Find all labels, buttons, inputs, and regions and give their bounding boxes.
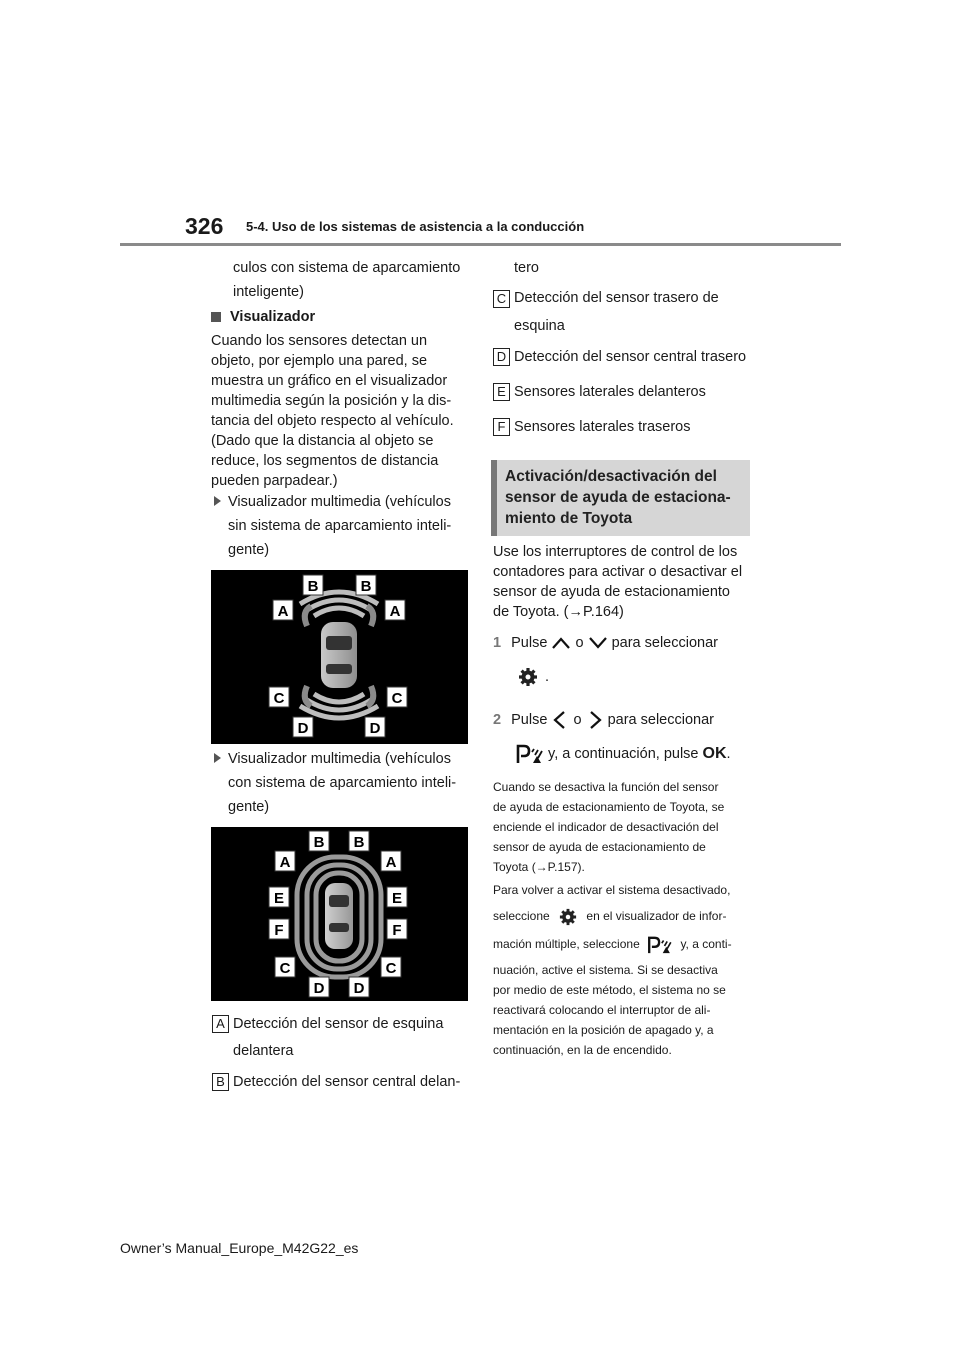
- chevron-down-icon: [588, 636, 608, 650]
- legend-c-line-1: Detección del sensor trasero de: [514, 290, 719, 306]
- section-heading-line: miento de Toyota: [505, 510, 633, 527]
- step-2-or: o: [573, 712, 582, 728]
- legend-c-line-2: esquina: [514, 318, 565, 334]
- intro-line: de Toyota. (→P.164): [493, 604, 624, 620]
- display-heading: Visualizador: [230, 307, 485, 327]
- chevron-right-icon: [586, 710, 604, 730]
- continued-text-line-1: culos con sistema de aparcamiento: [233, 260, 461, 276]
- note-text: en el visualizador de infor-: [586, 909, 727, 923]
- step-2: [493, 710, 753, 730]
- step-2-cont: [516, 744, 756, 764]
- display-paragraph-line: pueden parpadear.): [211, 473, 338, 489]
- legend-f-box: F: [493, 418, 510, 436]
- corner-arc: [305, 606, 311, 626]
- sensor-arc: [314, 608, 364, 616]
- label-d: D: [353, 980, 365, 997]
- step-2-number: 2: [493, 712, 502, 728]
- note-line: por medio de este método, el sistema no se: [493, 983, 726, 997]
- note-line: Para volver a activar el sistema desactivado,: [493, 883, 731, 897]
- note-line: de ayuda de estacionamiento de Toyota, se: [493, 800, 725, 814]
- corner-arc: [305, 686, 311, 706]
- label-c: C: [385, 960, 397, 977]
- label-c: C: [391, 690, 403, 707]
- step-1-number: 1: [493, 635, 502, 651]
- legend-b-line-1: Detección del sensor central delan-: [233, 1074, 461, 1090]
- note-line: [493, 906, 755, 926]
- item-line: sin sistema de aparcamiento inteli-: [228, 518, 452, 534]
- note-line: Cuando se desactiva la función del sensor: [493, 780, 719, 794]
- intro-paragraph: [493, 542, 753, 622]
- legend-e-text: Sensores laterales delanteros: [514, 384, 706, 400]
- intro-line: contadores para activar o desactivar el: [493, 564, 743, 580]
- label-f: F: [392, 922, 402, 939]
- legend-d-text: Detección del sensor central trasero: [514, 349, 747, 365]
- display-paragraph: [211, 331, 471, 491]
- legend-b-box: B: [212, 1073, 229, 1091]
- label-b: B: [360, 578, 372, 595]
- corner-arc: [367, 606, 373, 626]
- legend-d-box: D: [493, 348, 510, 366]
- section-heading-line: Activación/desactivación del: [505, 468, 717, 485]
- note-line: nuación, active el sistema. Si se desactiva: [493, 963, 718, 977]
- step-1-end: .: [545, 669, 550, 685]
- intro-line: sensor de ayuda de estacionamiento: [493, 584, 730, 600]
- item-no-intelligent-parking: [228, 491, 468, 561]
- label-e: E: [391, 890, 403, 907]
- car-icon: [325, 883, 353, 949]
- gear-icon: [518, 667, 538, 687]
- parking-assist-icon: [516, 744, 544, 764]
- note-text: y, a conti-: [680, 937, 732, 951]
- note-text: mación múltiple, seleccione: [493, 937, 640, 951]
- step-2-mid: y, a continuación, pulse: [548, 746, 699, 762]
- label-b: B: [353, 834, 365, 851]
- step-1-post: para seleccionar: [611, 635, 718, 651]
- label-d: D: [369, 720, 381, 737]
- label-f: F: [274, 922, 284, 939]
- label-c: C: [279, 960, 291, 977]
- legend-a-box: A: [212, 1015, 229, 1033]
- display-paragraph-line: (Dado que la distancia al objeto se: [211, 433, 434, 449]
- sensor-arc: [314, 694, 364, 702]
- note-line: continuación, en la de encendido.: [493, 1043, 672, 1057]
- legend-a-line-1: Detección del sensor de esquina: [233, 1016, 444, 1032]
- label-b: B: [307, 578, 319, 595]
- chevron-up-icon: [551, 636, 571, 650]
- multimedia-screen-with-ips: [211, 827, 468, 1001]
- display-paragraph-line: multimedia según la posición y la dis-: [211, 393, 452, 409]
- car-icon: [321, 622, 357, 688]
- item-line: gente): [228, 799, 270, 815]
- item-line: Visualizador multimedia (vehículos: [228, 494, 451, 510]
- label-b: B: [313, 834, 325, 851]
- continued-text-line-2: inteligente): [233, 284, 304, 300]
- display-paragraph-line: muestra un gráfico en el visualizador: [211, 373, 448, 389]
- section-heading-box: [491, 460, 750, 536]
- legend-a-line-2: delantera: [233, 1043, 294, 1059]
- label-c: C: [273, 690, 285, 707]
- label-a: A: [389, 603, 401, 620]
- note-2: [493, 880, 755, 1060]
- item-line: con sistema de aparcamiento inteli-: [228, 775, 457, 791]
- item-with-intelligent-parking: [228, 748, 468, 818]
- step-2-post: para seleccionar: [607, 712, 714, 728]
- label-a: A: [385, 854, 397, 871]
- note-line: sensor de ayuda de estacionamiento de: [493, 840, 706, 854]
- note-line: mentación en la posición de apagado y, a: [493, 1023, 714, 1037]
- step-1-pre: Pulse: [511, 635, 548, 651]
- section-title: 5-4. Uso de los sistemas de asistencia a la conducción: [246, 219, 585, 234]
- parking-assist-icon: [647, 936, 673, 954]
- legend-e-box: E: [493, 383, 510, 401]
- step-1-or: o: [575, 635, 584, 651]
- label-a: A: [279, 854, 291, 871]
- footer-text: Owner’s Manual_Europe_M42G22_es: [120, 1240, 359, 1256]
- step-2-pre: Pulse: [511, 712, 548, 728]
- label-a: A: [277, 603, 289, 620]
- display-paragraph-line: objeto, por ejemplo una pared, se: [211, 353, 428, 369]
- chevron-left-icon: [551, 710, 569, 730]
- legend-b-line-2: tero: [514, 260, 539, 276]
- display-paragraph-line: Cuando los sensores detectan un: [211, 333, 428, 349]
- sensor-display-graphic: [211, 570, 468, 744]
- header-rule: [120, 243, 841, 246]
- multimedia-screen-without-ips: [211, 570, 468, 744]
- ok-icon: OK: [702, 745, 727, 762]
- note-line: [493, 934, 755, 954]
- section-heading: [505, 466, 745, 529]
- page-number: 326: [185, 213, 224, 239]
- note-line: enciende el indicador de desactivación del: [493, 820, 719, 834]
- label-e: E: [273, 890, 285, 907]
- sensor-display-graphic: [211, 827, 468, 1001]
- display-paragraph-line: tancia del objeto respecto al vehículo.: [211, 413, 454, 429]
- step-2-end: .: [726, 746, 731, 762]
- corner-arc: [367, 686, 373, 706]
- legend-f-text: Sensores laterales traseros: [514, 419, 691, 435]
- gear-icon: [559, 908, 577, 926]
- display-paragraph-line: reduce, los segmentos de distancia: [211, 453, 439, 469]
- item-line: Visualizador multimedia (vehículos: [228, 751, 451, 767]
- label-d: D: [313, 980, 325, 997]
- note-1: [493, 777, 753, 877]
- note-text: seleccione: [493, 909, 550, 923]
- step-1: [493, 633, 753, 653]
- section-heading-line: sensor de ayuda de estaciona-: [505, 489, 731, 506]
- step-1-cont: [518, 667, 773, 687]
- intro-line: Use los interruptores de control de los: [493, 544, 738, 560]
- item-line: gente): [228, 542, 270, 558]
- note-line: reactivará colocando el interruptor de ali-: [493, 1003, 711, 1017]
- note-line: Toyota (→P.157).: [493, 860, 585, 874]
- label-d: D: [297, 720, 309, 737]
- legend-c-box: C: [493, 290, 510, 308]
